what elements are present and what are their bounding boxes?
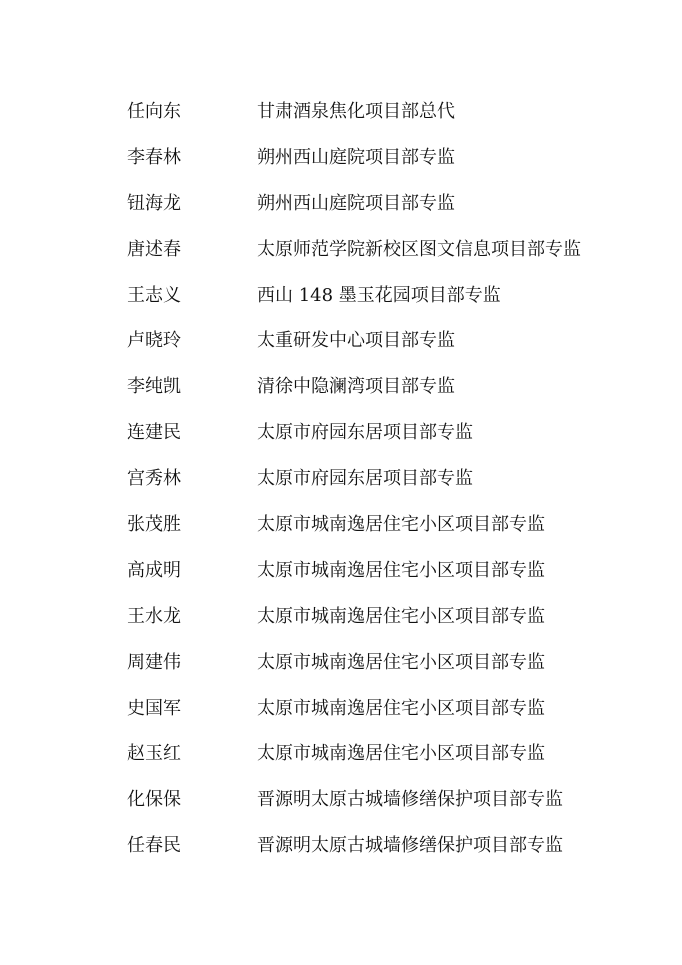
person-name: 宫秀林 bbox=[127, 468, 181, 490]
person-name: 周建伟 bbox=[127, 651, 181, 673]
person-name: 唐述春 bbox=[127, 238, 181, 260]
project-role: 西山 148 墨玉花园项目部专监 bbox=[257, 284, 501, 306]
list-item bbox=[0, 649, 682, 695]
person-name: 卢晓玲 bbox=[127, 330, 181, 352]
project-role: 太原市城南逸居住宅小区项目部专监 bbox=[257, 743, 545, 765]
project-role: 太原市城南逸居住宅小区项目部专监 bbox=[257, 697, 545, 719]
person-name: 张茂胜 bbox=[127, 514, 181, 536]
project-role: 清徐中隐澜湾项目部专监 bbox=[257, 376, 455, 398]
person-name: 王水龙 bbox=[127, 605, 181, 627]
project-role: 太原市府园东居项目部专监 bbox=[257, 468, 473, 490]
personnel-list bbox=[0, 98, 682, 878]
list-item bbox=[0, 695, 682, 741]
list-item bbox=[0, 282, 682, 328]
project-role: 太原师范学院新校区图文信息项目部专监 bbox=[257, 238, 581, 260]
project-role: 太原市城南逸居住宅小区项目部专监 bbox=[257, 559, 545, 581]
list-item bbox=[0, 511, 682, 557]
person-name: 化保保 bbox=[127, 789, 181, 811]
person-name: 任春民 bbox=[127, 835, 181, 857]
project-role: 晋源明太原古城墙修缮保护项目部专监 bbox=[257, 835, 563, 857]
person-name: 高成明 bbox=[127, 559, 181, 581]
project-role: 朔州西山庭院项目部专监 bbox=[257, 146, 455, 168]
list-item bbox=[0, 832, 682, 878]
person-name: 史国军 bbox=[127, 697, 181, 719]
person-name: 任向东 bbox=[127, 101, 181, 122]
person-name: 赵玉红 bbox=[127, 743, 181, 765]
project-role: 太重研发中心项目部专监 bbox=[257, 330, 455, 352]
list-item bbox=[0, 740, 682, 786]
project-role: 太原市城南逸居住宅小区项目部专监 bbox=[257, 514, 545, 536]
list-item bbox=[0, 786, 682, 832]
project-role: 晋源明太原古城墙修缮保护项目部专监 bbox=[257, 789, 563, 811]
person-name: 连建民 bbox=[127, 422, 181, 444]
list-item bbox=[0, 236, 682, 282]
list-item bbox=[0, 465, 682, 511]
project-role: 太原市城南逸居住宅小区项目部专监 bbox=[257, 651, 545, 673]
list-item bbox=[0, 98, 682, 144]
list-item bbox=[0, 327, 682, 373]
person-name: 王志义 bbox=[127, 284, 181, 306]
list-item bbox=[0, 603, 682, 649]
list-item bbox=[0, 373, 682, 419]
person-name: 钮海龙 bbox=[127, 192, 181, 214]
person-name: 李春林 bbox=[127, 146, 181, 168]
list-item bbox=[0, 190, 682, 236]
project-role: 甘肃酒泉焦化项目部总代 bbox=[257, 101, 455, 122]
list-item bbox=[0, 144, 682, 190]
project-role: 太原市城南逸居住宅小区项目部专监 bbox=[257, 605, 545, 627]
list-item bbox=[0, 557, 682, 603]
person-name: 李纯凯 bbox=[127, 376, 181, 398]
project-role: 太原市府园东居项目部专监 bbox=[257, 422, 473, 444]
list-item bbox=[0, 419, 682, 465]
project-role: 朔州西山庭院项目部专监 bbox=[257, 192, 455, 214]
